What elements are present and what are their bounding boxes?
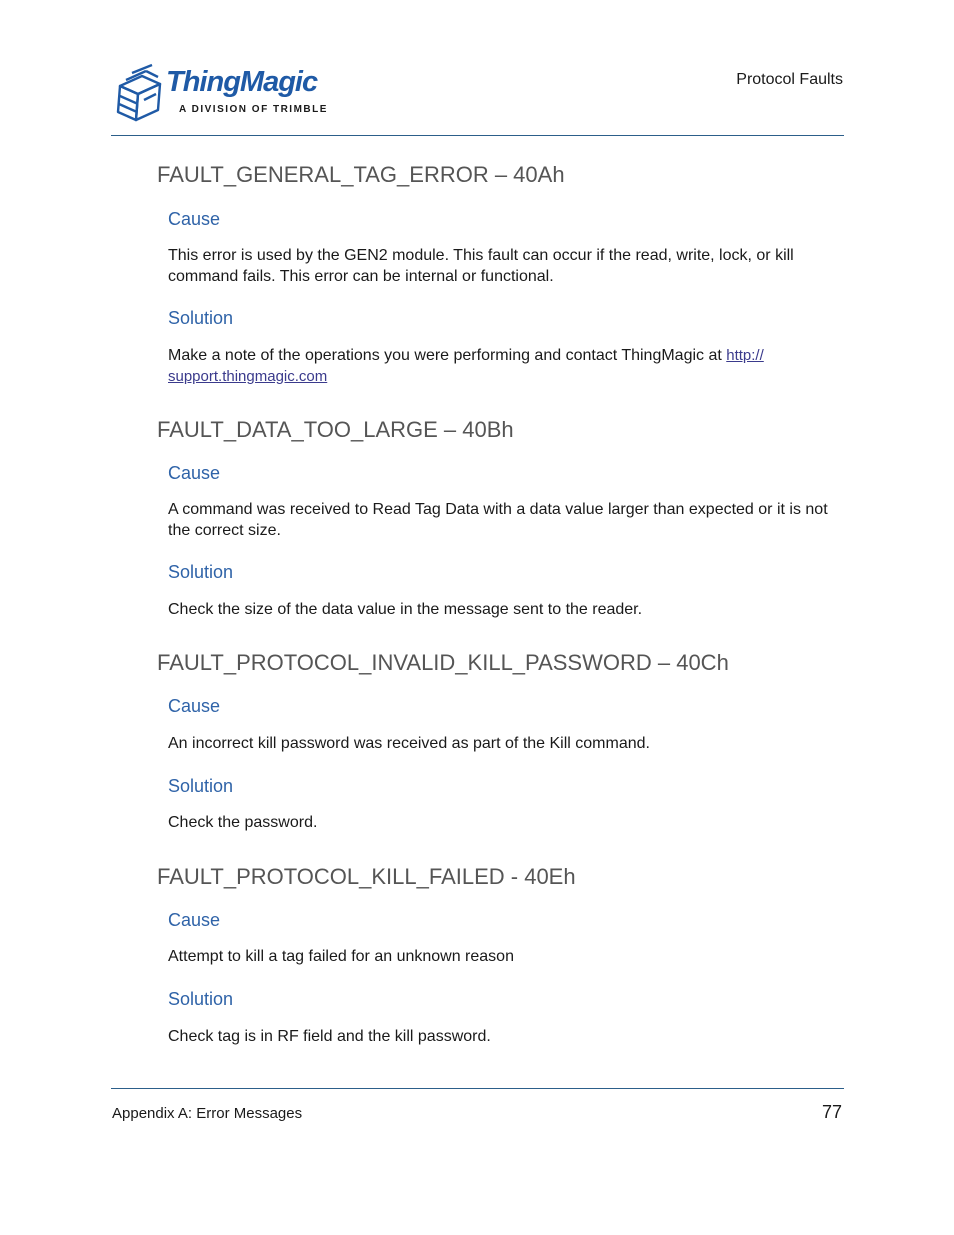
solution-heading: Solution — [168, 308, 234, 328]
solution-heading: Solution — [168, 989, 234, 1009]
thingmagic-logo — [112, 62, 332, 126]
cause-text: An incorrect kill password was received as part of the Kill command. — [168, 735, 650, 752]
support-link-part-2: support.thingmagic.com — [168, 367, 328, 385]
cause-text: A command was received to Read Tag Data with a data value larger than expected or it is not the correct size. — [168, 501, 828, 539]
footer-chapter: Appendix A: Error Messages — [112, 1105, 303, 1122]
section-title: FAULT_DATA_TOO_LARGE – 40Bh — [157, 417, 514, 442]
header-rule — [111, 135, 844, 136]
solution-text: Check tag is in RF field and the kill password. — [168, 1028, 491, 1045]
cause-heading: Cause — [168, 910, 221, 930]
section-title: FAULT_PROTOCOL_INVALID_KILL_PASSWORD – 40Ch — [157, 650, 729, 675]
cause-text: This error is used by the GEN2 module. This fault can occur if the read, write, lock, or kill command fails. This error can be internal or functional. — [168, 247, 794, 285]
solution-text-body: Make a note of the operations you were performing and contact ThingMagic at — [168, 347, 727, 364]
solution-text — [168, 346, 843, 387]
support-link-part-1: http:// — [726, 347, 764, 364]
running-head: Protocol Faults — [736, 71, 843, 88]
cause-text: Attempt to kill a tag failed for an unknown reason — [168, 948, 514, 965]
solution-text: Check the size of the data value in the message sent to the reader. — [168, 601, 643, 618]
solution-heading: Solution — [168, 562, 234, 582]
stacked-tags-logo-icon — [112, 62, 166, 126]
cause-heading: Cause — [168, 209, 221, 229]
solution-heading: Solution — [168, 776, 234, 796]
page-number: 77 — [821, 1102, 842, 1122]
brand-name: ThingMagic — [166, 66, 318, 98]
cause-heading: Cause — [168, 696, 221, 716]
section-title: FAULT_PROTOCOL_KILL_FAILED - 40Eh — [157, 864, 576, 889]
brand-tagline: A DIVISION OF TRIMBLE — [179, 104, 328, 115]
cause-heading: Cause — [168, 463, 221, 483]
section-title: FAULT_GENERAL_TAG_ERROR – 40Ah — [157, 162, 565, 187]
footer-rule — [111, 1088, 844, 1089]
solution-text: Check the password. — [168, 814, 318, 831]
